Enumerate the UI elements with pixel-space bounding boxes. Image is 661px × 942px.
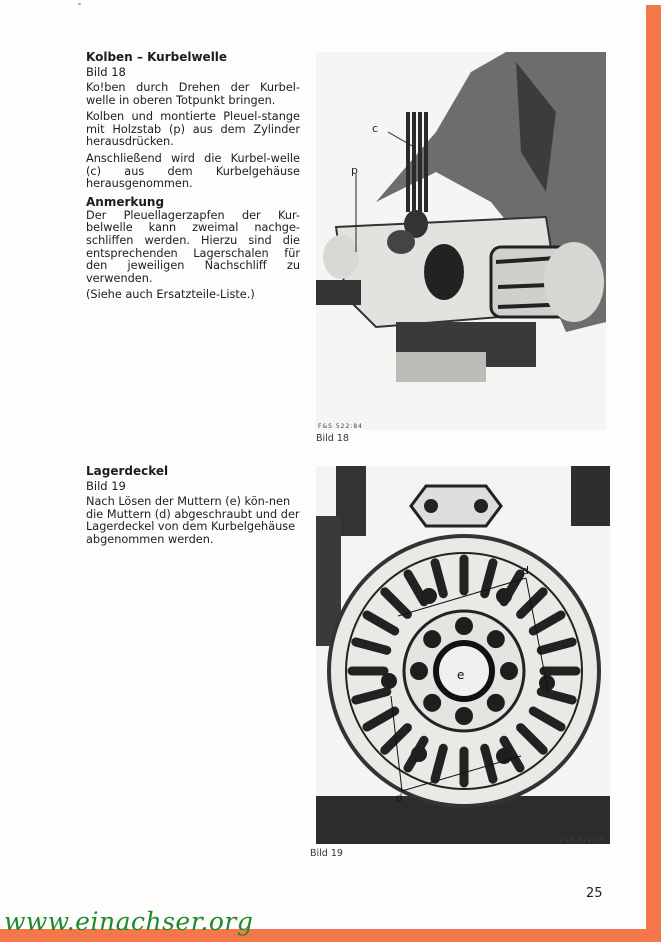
engine-crankshaft-illustration xyxy=(316,52,606,430)
nut-e xyxy=(455,707,473,725)
section-heading: Lagerdeckel xyxy=(86,464,169,478)
nut-e xyxy=(455,617,473,635)
nut-d xyxy=(496,588,512,604)
figure-18-code: F&S 522:84 xyxy=(318,423,363,430)
section-heading: Kolben – Kurbelwelle xyxy=(86,50,228,64)
page-border-right xyxy=(646,5,661,942)
section-kolben-kurbelwelle xyxy=(86,50,300,306)
nut-e xyxy=(500,662,518,680)
nut-d xyxy=(411,746,427,762)
nut-e xyxy=(423,630,441,648)
paragraph: Nach Lösen der Muttern (e) kön-nen die Muttern (d) abgeschraubt und der Lagerdeckel von dem Kurbelgehäuse abgenommen werden. xyxy=(86,495,300,546)
nut-e xyxy=(487,630,505,648)
nut-e xyxy=(487,694,505,712)
label-p: p xyxy=(351,164,358,177)
nut-d xyxy=(381,673,397,689)
figure-19-caption: Bild 19 xyxy=(310,848,343,859)
figure-19-code: F&S 522:85 xyxy=(560,837,605,844)
page-number: 25 xyxy=(586,886,603,901)
nut-d xyxy=(496,748,512,764)
label-c: c xyxy=(372,122,379,135)
bearing-cover-illustration xyxy=(316,466,610,844)
nut-e xyxy=(410,662,428,680)
watermark-link[interactable]: www.einachser.org xyxy=(4,907,254,936)
figure-reference: Bild 19 xyxy=(86,479,126,493)
label-e: e xyxy=(457,668,465,682)
figure-reference: Bild 18 xyxy=(86,65,126,79)
figure-19-photo xyxy=(316,466,610,844)
label-d-top: d xyxy=(522,564,529,577)
paragraph: Anschließend wird die Kurbel-welle (c) aus dem Kurbelgehäuse herausgenommen. xyxy=(86,151,300,191)
note-paragraph: (Siehe auch Ersatzteile-Liste.) xyxy=(86,288,255,302)
label-d-bottom: d xyxy=(396,793,403,804)
note-paragraph: Der Pleuellagerzapfen der Kur-belwelle kann zweimal nachge-schliffen werden. Hierzu sind die entsprechenden Lagerschalen für den jeweiligen Nachschliff zu verwenden. xyxy=(86,208,300,285)
figure-18-photo xyxy=(316,52,606,430)
nut-e xyxy=(423,694,441,712)
paragraph: Kolben und montierte Pleuel-stange mit Holzstab (p) aus dem Zylinder herausdrücken. xyxy=(86,110,300,149)
section-lagerdeckel xyxy=(86,464,300,550)
paragraph: Ko!ben durch Drehen der Kurbel-welle in oberen Totpunkt bringen. xyxy=(86,81,300,107)
paper-speck xyxy=(78,3,81,5)
nut-d xyxy=(539,675,555,691)
note-heading: Anmerkung xyxy=(86,194,165,209)
figure-18-caption: Bild 18 xyxy=(316,433,349,444)
nut-d xyxy=(421,588,437,604)
